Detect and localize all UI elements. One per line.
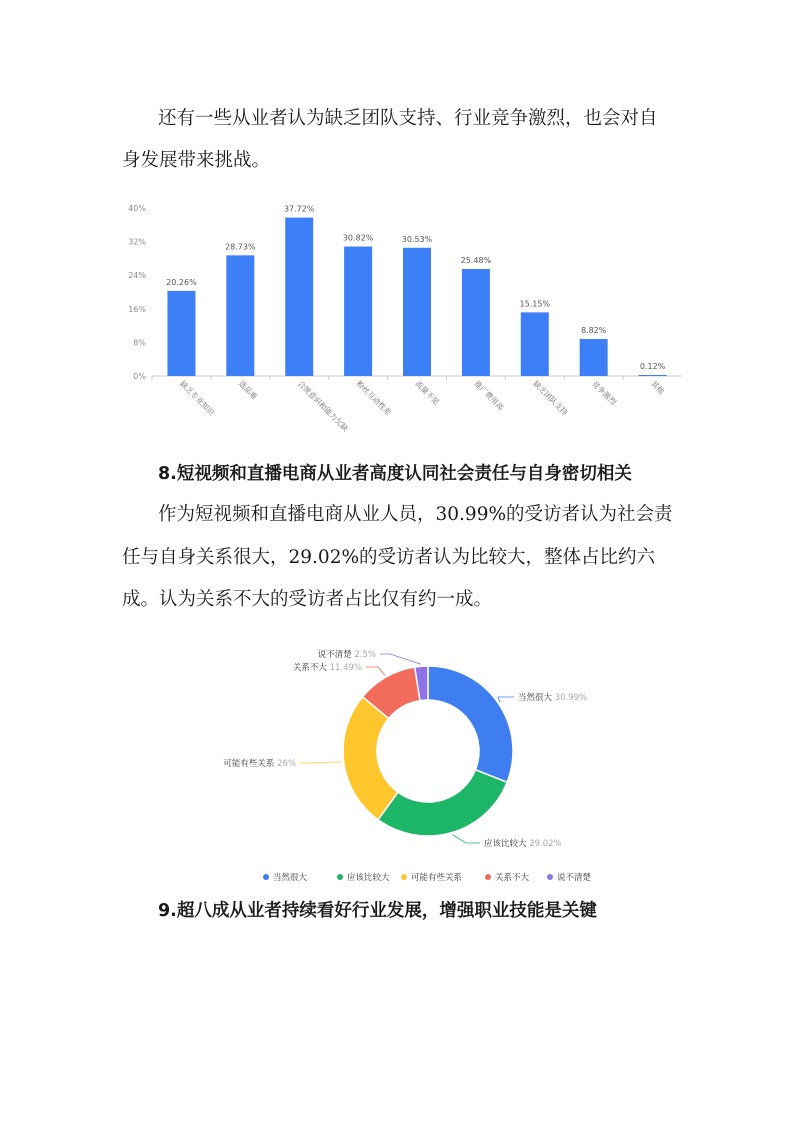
bar-value-label: 20.26% — [166, 277, 197, 287]
x-tick-label: 流量不足 — [413, 379, 442, 407]
bar — [285, 218, 313, 376]
callout-label: 应该比较大 29.02% — [484, 839, 562, 849]
bar — [226, 255, 254, 376]
paragraph-line: 还有一些从业者认为缺乏团队支持、行业竞争激烈，也会对自 — [158, 108, 658, 129]
y-tick-label: 16% — [128, 304, 146, 314]
bar-value-label: 25.48% — [460, 255, 492, 265]
bar — [462, 269, 490, 376]
y-tick-label: 24% — [128, 271, 146, 281]
x-tick-label: 选品难 — [236, 379, 260, 402]
x-tick-label: 粉丝互动性差 — [354, 379, 393, 418]
y-tick-label: 40% — [128, 204, 146, 213]
section-heading: 9.超八成从业者持续看好行业发展，增强职业技能是关键 — [158, 901, 597, 921]
callout-label: 可能有些关系 26% — [223, 759, 296, 769]
x-tick-label: 合规意识和能力欠缺 — [295, 379, 350, 434]
callout-label: 关系不大 11.49% — [292, 663, 362, 673]
x-tick-label: 竞争激烈 — [590, 379, 618, 407]
legend-label: 当然很大 — [273, 873, 308, 883]
paragraph-line: 作为短视频和直播电商从业人员，30.99%的受访者认为社会责 — [158, 504, 673, 525]
bar — [521, 312, 549, 376]
y-tick-label: 32% — [128, 237, 146, 247]
bar-value-label: 0.12% — [639, 362, 666, 371]
legend-label: 说不清楚 — [557, 873, 592, 883]
legend-label: 可能有些关系 — [411, 873, 463, 883]
x-tick-label: 推广费用高 — [472, 379, 506, 412]
paragraph-line: 成。认为关系不大的受访者占比仅有约一成。 — [122, 589, 493, 610]
paragraph-line: 任与自身关系很大，29.02%的受访者认为比较大，整体占比约六 — [122, 547, 656, 568]
y-tick-label: 8% — [133, 338, 146, 348]
bar — [167, 291, 195, 376]
x-tick-label: 其他 — [649, 379, 667, 397]
callout-label: 当然很大 30.99% — [518, 693, 588, 703]
legend-label: 关系不大 — [495, 873, 530, 883]
bar-value-label: 8.82% — [580, 325, 607, 335]
bar — [344, 247, 372, 376]
x-tick-label: 缺乏专业知识 — [178, 379, 217, 418]
bar-value-label: 15.15% — [519, 299, 551, 309]
section-heading: 8.短视频和直播电商从业者高度认同社会责任与自身密切相关 — [158, 464, 632, 484]
bar — [580, 339, 608, 376]
bar — [639, 375, 667, 376]
bar-value-label: 37.72% — [283, 204, 315, 214]
legend-label: 应该比较大 — [347, 873, 390, 883]
bar — [403, 248, 431, 376]
callout-label: 说不清楚 2.5% — [317, 650, 376, 660]
y-tick-label: 0% — [133, 372, 146, 381]
bar-value-label: 28.73% — [225, 242, 256, 252]
bar-value-label: 30.82% — [342, 233, 374, 243]
bar-value-label: 30.53% — [401, 234, 433, 244]
x-tick-label: 缺乏团队支持 — [531, 379, 570, 418]
paragraph-line: 身发展带来挑战。 — [122, 150, 271, 171]
